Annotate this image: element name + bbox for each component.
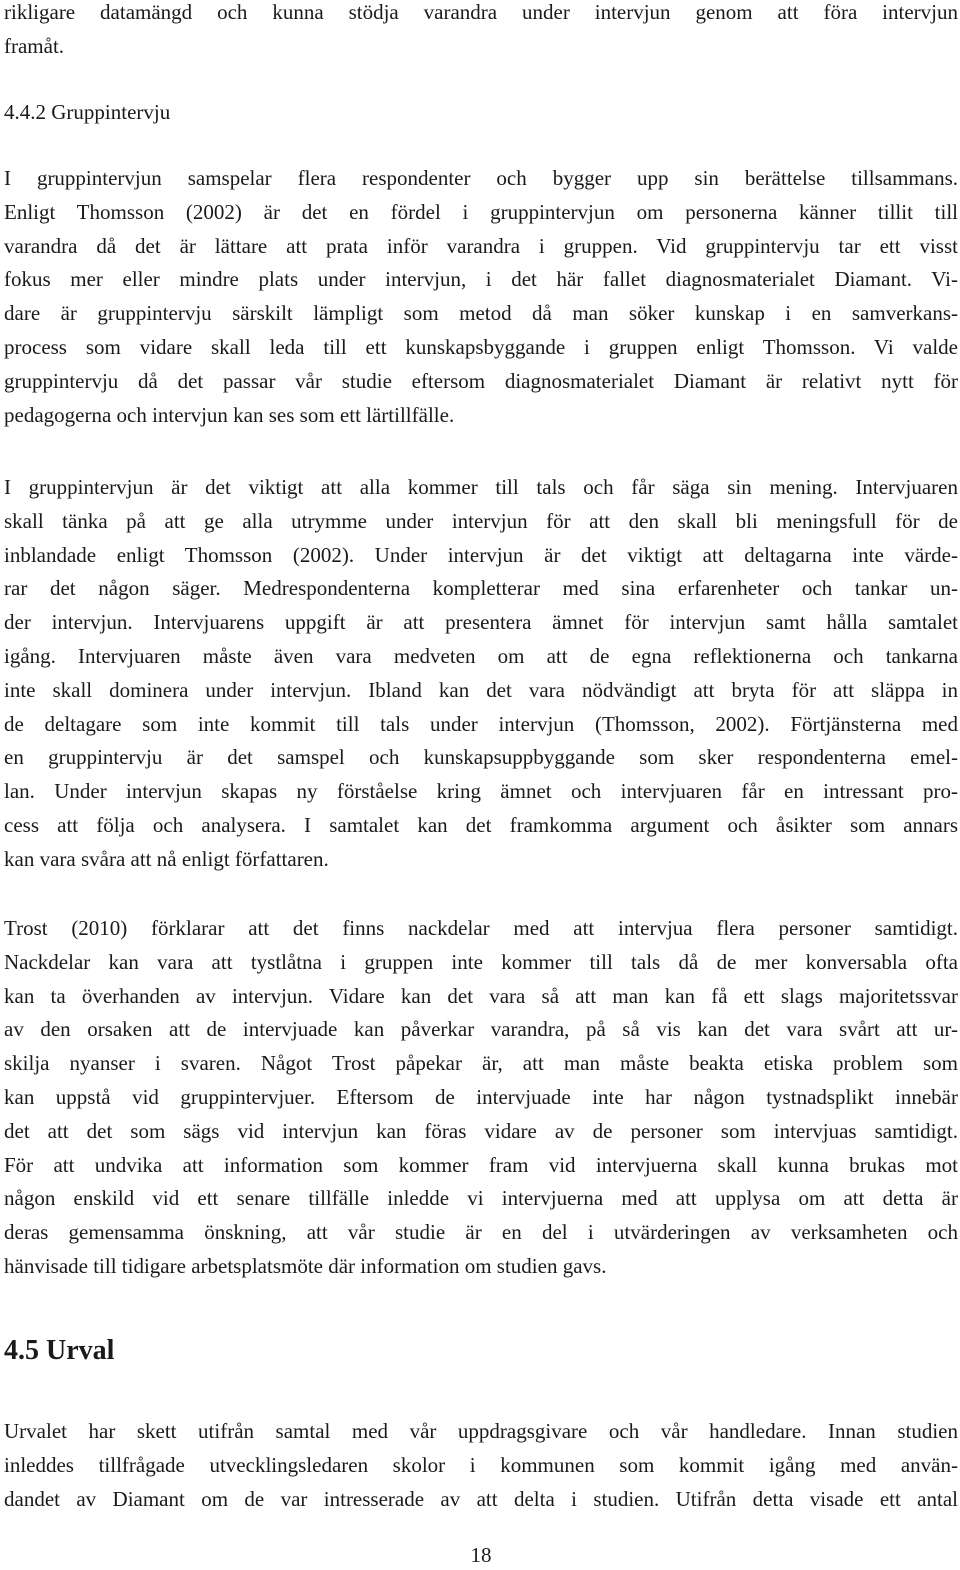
section-title: 4.4.2 Gruppintervju [4, 100, 171, 124]
text-line: skall tänka på att ge alla utrymme under intervjun för att den skall bli meningsfull för de [4, 508, 958, 533]
text-line: skilja nyanser i svaren. Något Trost påpekar är, att man måste beakta etiska problem som [4, 1051, 958, 1076]
intro-paragraph [4, 0, 958, 64]
paragraph-1 [4, 162, 958, 432]
section-heading-4-4-2 [4, 96, 958, 130]
text-line: pedagogerna och intervjun kan ses som ett lärtillfälle. [4, 402, 455, 427]
paragraph-4 [4, 1415, 958, 1516]
text-line: gruppintervju då det passar vår studie eftersom diagnosmaterialet Diamant är relativt nytt för [4, 368, 958, 393]
page-number: 18 [470, 1543, 492, 1567]
text-line: rar det någon säger. Medrespondenterna kompletterar med sina erfarenheter och tankar un- [4, 576, 958, 601]
text-line: process som vidare skall leda till ett kunskapsbyggande i gruppen enligt Thomsson. Vi valde [4, 334, 958, 359]
text-line: inte skall dominera under intervjun. Ibland kan det vara nödvändigt att bryta för att släppa in [4, 677, 958, 702]
text-line: I gruppintervjun är det viktigt att alla kommer till tals och får säga sin mening. Intervjuaren [4, 475, 958, 499]
paragraph-2 [4, 471, 958, 877]
text-line: rikligare datamängd och kunna stödja varandra under intervjun genom att föra intervjun [4, 0, 958, 24]
text-line: en gruppintervju är det samspel och kunskapsuppbyggande som sker respondenterna emel- [4, 745, 958, 770]
text-line: kan ta överhanden av intervjun. Vidare kan det vara så att man kan få ett slags majoritetssvar [4, 983, 958, 1008]
text-line: de deltagare som inte kommit till tals under intervjun (Thomsson, 2002). Förtjänsterna med [4, 711, 958, 736]
text-line: Trost (2010) förklarar att det finns nackdelar med att intervjua flera personer samtidigt. [4, 916, 958, 940]
text-line: dandet av Diamant om de var intresserade av att delta i studien. Utifrån detta visade ett antal [4, 1486, 958, 1511]
text-line: inblandade enligt Thomsson (2002). Under intervjun är det viktigt att deltagarna inte värde- [4, 542, 958, 567]
text-line: fokus mer eller mindre plats under intervjun, i det här fallet diagnosmaterialet Diamant. Vi- [4, 267, 958, 292]
text-line: Enligt Thomsson (2002) är det en fördel i gruppintervjun om personerna känner tillit till [4, 199, 958, 224]
text-line: I gruppintervjun samspelar flera respondenter och bygger upp sin berättelse tillsammans. [4, 166, 958, 190]
text-line: För att undvika att information som kommer fram vid intervjuerna skall kunna brukas mot [4, 1152, 958, 1177]
text-line: kan uppstå vid gruppintervjuer. Eftersom de intervjuade inte har någon tystnadsplikt innebär [4, 1084, 958, 1109]
text-line: dare är gruppintervju särskilt lämpligt som metod då man söker kunskap i en samverkans- [4, 301, 958, 326]
text-line: kan vara svåra att nå enligt författaren. [4, 846, 329, 871]
section-title: 4.5 Urval [4, 1335, 115, 1366]
text-line: lan. Under intervjun skapas ny förståelse kring ämnet och intervjuaren får en intressant pro- [4, 779, 958, 804]
text-line: framåt. [4, 33, 65, 58]
text-line: deras gemensamma önskning, att vår studie är en del i utvärderingen av verksamheten och [4, 1220, 958, 1245]
text-line: det att det som sägs vid intervjun kan föras vidare av de personer som intervjuas samtidigt. [4, 1118, 958, 1143]
text-line: någon enskild vid ett senare tillfälle inledde vi intervjuerna med att upplysa om att detta är [4, 1186, 958, 1211]
paragraph-3 [4, 912, 958, 1284]
text-line: inleddes tillfrågade utvecklingsledaren skolor i kommunen som kommit igång med använ- [4, 1452, 958, 1477]
text-line: cess att följa och analysera. I samtalet kan det framkomma argument och åsikter som annars [4, 812, 958, 837]
text-line: Urvalet har skett utifrån samtal med vår uppdragsgivare och vår handledare. Innan studien [4, 1419, 958, 1443]
text-line: av den orsaken att de intervjuade kan påverkar varandra, på så vis kan det vara svårt att ur- [4, 1017, 958, 1042]
section-heading-4-5 [4, 1331, 958, 1371]
text-line: varandra då det är lättare att prata inför varandra i gruppen. Vid gruppintervju tar ett visst [4, 233, 958, 258]
text-line: hänvisade till tidigare arbetsplatsmöte där information om studien gavs. [4, 1253, 607, 1278]
text-line: igång. Intervjuaren måste även vara medveten om att de egna reflektionerna och tankarna [4, 643, 958, 668]
text-line: der intervjun. Intervjuarens uppgift är att presentera ämnet för intervjun samt hålla samtalet [4, 610, 958, 635]
document-page [4, 0, 958, 1570]
text-line: Nackdelar kan vara att tystlåtna i gruppen inte kommer till tals då de mer konversabla ofta [4, 949, 958, 974]
